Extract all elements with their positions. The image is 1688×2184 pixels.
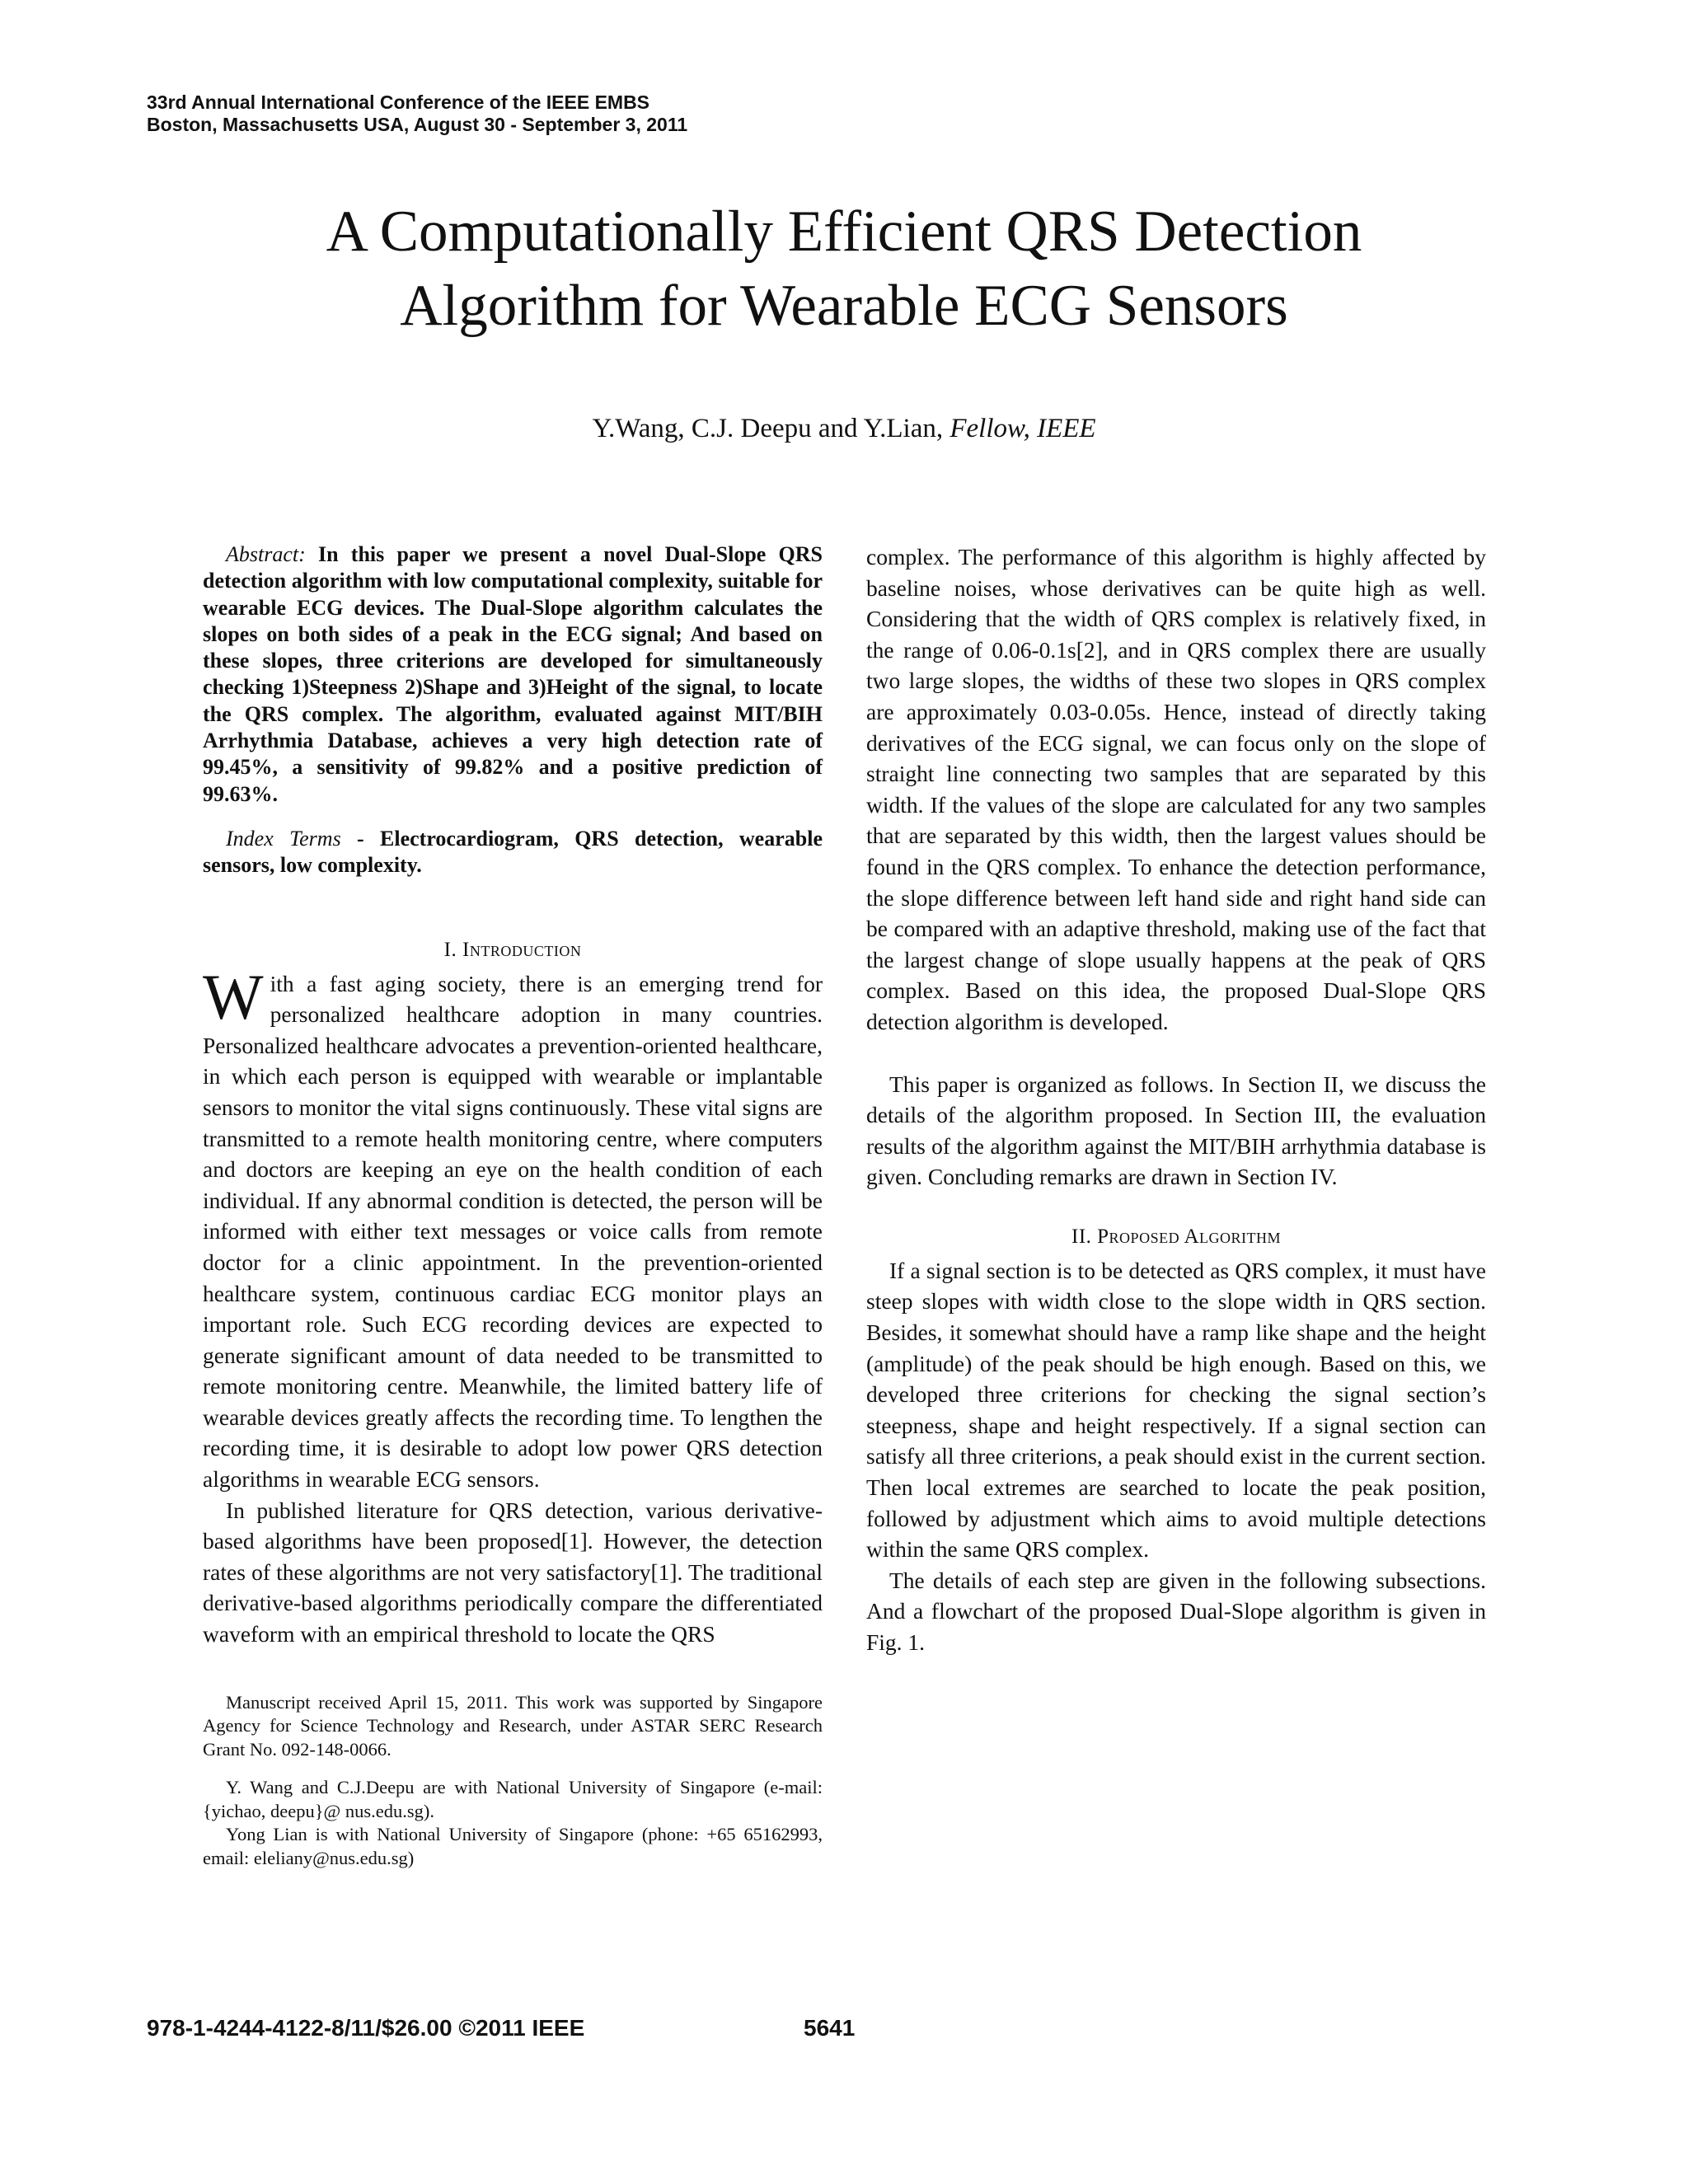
index-terms-text: - Electrocardiogram, QRS detection, wearable sensors, low complexity. <box>203 826 823 878</box>
intro-paragraph-3: complex. The performance of this algorithm is highly affected by baseline noises, whose derivatives can be quite high as well. Considering that the width of QRS complex is relatively fixed, in the range of 0.06-0.1s[2], and in QRS complex there are usually two large slopes, the widths of these two slopes in QRS complex are approximately 0.03-0.05s. Hence, instead of directly taking derivatives of the ECG signal, we can focus only on the slope of straight line connecting two samples that are separated by this width. If the values of the slope are calculated for any two samples that are separated by this width, then the largest values should be found in the QRS complex. To enhance the detection performance, the slope difference between left hand side and right hand side can be compared with an adaptive threshold, making use of the fact that the largest change of slope usually happens at the peak of QRS complex. Based on this idea, the proposed Dual-Slope QRS detection algorithm is developed. <box>866 544 1486 1034</box>
algorithm-paragraph-2: The details of each step are given in the following subsections. And a flowchart of the proposed Dual-Slope algorithm is given in Fig. 1. <box>866 1567 1486 1655</box>
title-line-1: A Computationally Efficient QRS Detection <box>326 199 1362 264</box>
intro-paragraph-2: In published literature for QRS detection, various derivative-based algorithms have been proposed[1]. However, the detection rates of these algorithms are not very satisfactory[1]. The traditional derivative-based algorithms periodically compare the differentiated waveform with an empirical threshold to locate the QRS <box>203 1497 823 1647</box>
footnote-affiliation-1: Y. Wang and C.J.Deepu are with National University of Singapore (e-mail: {yichao, deepu}@ nus.edu.sg). <box>203 1777 823 1821</box>
paper-title <box>0 194 1688 343</box>
abstract <box>203 541 823 808</box>
algorithm-paragraph-1: If a signal section is to be detected as QRS complex, it must have steep slopes with width close to the slope width in QRS section. Besides, it somewhat should have a ramp like shape and the height (amplitude) of the peak should be high enough. Based on this, we developed three criterions for checking the signal section’s steepness, shape and height respectively. If a signal section can satisfy all three criterions, a peak should exist in the current section. Then local extremes are searched to locate the peak position, followed by adjustment which aims to avoid multiple detections within the same QRS complex. <box>866 1257 1486 1563</box>
author-grade: Fellow, IEEE <box>950 414 1096 443</box>
index-terms-label: Index Terms <box>226 826 341 851</box>
intro-paragraph-1-text: ith a fast aging society, there is an emerging trend for personalized healthcare adoption in many countries. Personalized healthcare advocates a prevention-oriented healthcare, in which each person is equipped with wearable or implantable sensors to monitor the vital signs continuously. These vital signs are transmitted to a remote health monitoring centre, where computers and doctors are keeping an eye on the health condition of each individual. If any abnormal condition is detected, the person will be informed with either text messages or voice calls from remote doctor for a clinic appointment. In the prevention-oriented healthcare system, continuous cardiac ECG monitor plays an important role. Such ECG recording devices are expected to generate significant amount of data needed to be transmitted to remote monitoring centre. Meanwhile, the limited battery life of wearable devices greatly affects the recording time. To lengthen the recording time, it is desirable to adopt low power QRS detection algorithms in wearable ECG sensors. <box>203 970 823 1493</box>
conference-line-2: Boston, Massachusetts USA, August 30 - September 3, 2011 <box>147 114 688 135</box>
section-1-heading: I. Introduction <box>443 938 582 961</box>
footnote-manuscript: Manuscript received April 15, 2011. This work was supported by Singapore Agency for Science Technology and Research, under ASTAR SERC Research Grant No. 092-148-0066. <box>203 1691 823 1760</box>
section-2-heading: II. Proposed Algorithm <box>1071 1225 1281 1248</box>
abstract-text: In this paper we present a novel Dual-Slope QRS detection algorithm with low computational complexity, suitable for wearable ECG devices. The Dual-Slope algorithm calculates the slopes on both sides of a peak in the ECG signal; And based on these slopes, three criterions are developed for simultaneously checking 1)Steepness 2)Shape and 3)Height of the signal, to locate the QRS complex. The algorithm, evaluated against MIT/BIH Arrhythmia Database, achieves a very high detection rate of 99.45%, a sensitivity of 99.82% and a positive prediction of 99.63%. <box>203 542 823 806</box>
conference-line-1: 33rd Annual International Conference of the IEEE EMBS <box>147 91 650 113</box>
dropcap: W <box>203 960 264 1033</box>
left-column <box>203 541 823 1870</box>
abstract-label: Abstract: <box>226 542 306 566</box>
copyright-footer: 978-1-4244-4122-8/11/$26.00 ©2011 IEEE <box>147 2015 585 2041</box>
conference-header <box>147 91 687 136</box>
page-number: 5641 <box>804 2015 856 2041</box>
author-names: Y.Wang, C.J. Deepu and Y.Lian, <box>592 414 950 443</box>
right-column <box>866 541 1486 1658</box>
title-line-2: Algorithm for Wearable ECG Sensors <box>400 274 1288 338</box>
intro-paragraph-1 <box>203 960 823 1495</box>
index-terms <box>203 826 823 879</box>
author-line <box>0 412 1688 445</box>
footnote-affiliation-2: Yong Lian is with National University of Singapore (phone: +65 65162993, email: eleliany@nus.edu.sg) <box>203 1824 823 1868</box>
intro-paragraph-4: This paper is organized as follows. In Section II, we discuss the details of the algorithm proposed. In Section III, the evaluation results of the algorithm against the MIT/BIH arrhythmia database is given. Concluding remarks are drawn in Section IV. <box>866 1071 1486 1190</box>
